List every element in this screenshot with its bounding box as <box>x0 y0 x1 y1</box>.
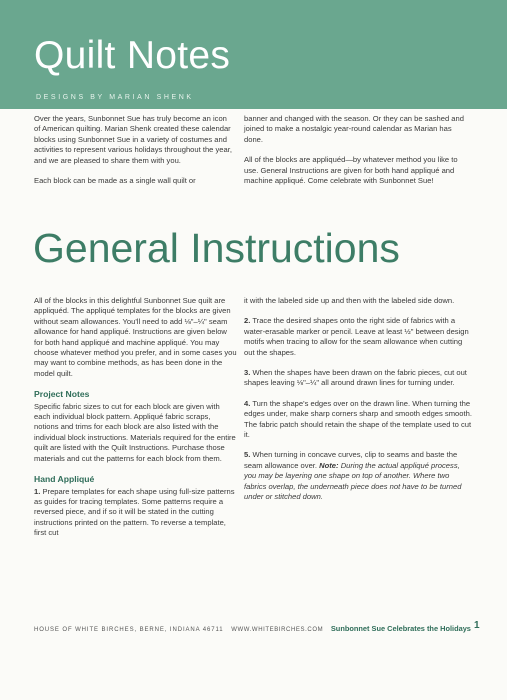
page-number: 1 <box>474 620 480 631</box>
hand-applique-heading: Hand Appliqué <box>34 474 95 485</box>
step-number: 4. <box>244 398 251 408</box>
note-label: Note: <box>319 460 339 470</box>
intro-left-column <box>34 114 235 196</box>
step-5 <box>244 450 472 502</box>
step-text: Trace the desired shapes onto the right side of fabrics with a water-erasable marker or pencil. Leave at least ½" between design motifs when tracing to allow for the seam allowance when cutting out the shapes. <box>244 316 469 357</box>
intro-paragraph: All of the blocks are appliquéd—by whatever method you like to use. General Instructions are given for both hand appliqué and machine appliqué. Come celebrate with Sunbonnet Sue! <box>244 155 458 186</box>
intro-paragraph: banner and changed with the season. Or they can be sashed and joined to make a nostalgic year-round calendar as Marian has done. <box>244 114 464 144</box>
step-number: 3. <box>244 368 251 378</box>
step-3 <box>244 368 472 389</box>
step-1 <box>34 487 237 539</box>
step-number: 2. <box>244 316 251 326</box>
instructions-right-column <box>244 296 472 513</box>
intro-paragraph: Over the years, Sunbonnet Sue has truly become an icon of American quilting. Marian Shenk created these calendar blocks using Sunbonnet Sue in a variety of costumes and activities to represent various holidays throughout the year, and we are pleased to share them with you. <box>34 114 232 165</box>
step-text: Turn the shape's edges over on the drawn line. When turning the edges under, make sharp corners sharp and smooth edges smooth. The fabric patch should retain the shape of the template used to cut it. <box>244 398 472 440</box>
step-text: Prepare templates for each shape using full-size patterns as guides for tracing templates. Some patterns require a reversed piece, and if so it will be stated in the cutting instructions printed on the pattern. To reverse a template, first cut <box>34 486 235 538</box>
header-banner <box>0 0 507 109</box>
step-text: When the shapes have been drawn on the fabric pieces, cut out shapes leaving ⅛"–¼" all around drawn lines for turning under. <box>244 368 467 388</box>
step-text: When turning in concave curves, clip to seams and baste the seam allowance over. <box>244 450 458 470</box>
intro-paragraph: Each block can be made as a single wall quilt or <box>34 176 196 186</box>
banner-subtitle: DESIGNS BY MARIAN SHENK <box>36 94 194 101</box>
project-notes-paragraph: Specific fabric sizes to cut for each block are given with each individual block pattern. Appliqué fabric scraps, notions and trims for each block are also listed with the individual block instructions. Materials required for the entire quilt are listed with the Quilt Instructions. Purchase those materials and cut the patterns for each block from them. <box>34 401 236 463</box>
step-2 <box>244 316 472 358</box>
page-footer <box>34 624 484 633</box>
footer-url: WWW.WHITEBIRCHES.COM <box>231 627 324 633</box>
note-text: During the actual appliqué process, you may be layering one shape on top of another. Where two fabrics overlap, the underneath piece does not have to be turned under or stitched down. <box>244 460 462 502</box>
footer-publisher: HOUSE OF WHITE BIRCHES, BERNE, INDIANA 46711 <box>34 627 224 633</box>
step-number: 1. <box>34 486 41 496</box>
intro-right-column <box>244 114 472 196</box>
step-1-continued: it with the labeled side up and then with the labeled side down. <box>244 296 455 305</box>
project-notes-heading: Project Notes <box>34 389 90 400</box>
instructions-left-column <box>34 296 237 549</box>
footer-book-title: Sunbonnet Sue Celebrates the Holidays <box>330 624 471 633</box>
section-title: General Instructions <box>33 225 400 271</box>
intro-paragraph: All of the blocks in this delightful Sunbonnet Sue quilt are appliquéd. The appliqué templates for the blocks are given without seam allowances. You'll need to add ⅛"–¼" seam allowance for hand appliqué. Instructions are given below for both hand appliqué and machine appliqué. You may choose whatever method you prefer, and in some cases you may want to combine methods, as has been done in the model quilt. <box>34 296 237 378</box>
step-number: 5. <box>244 450 251 460</box>
banner-title: Quilt Notes <box>34 34 231 77</box>
step-4 <box>244 399 472 441</box>
